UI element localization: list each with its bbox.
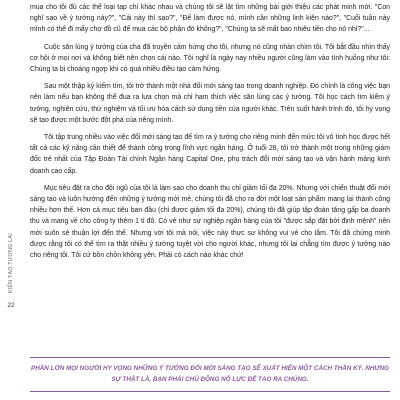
running-header	[0, 233, 22, 293]
body-text	[30, 2, 390, 261]
pull-quote: PHẦN LỚN MỌI NGƯỜI HY VỌNG NHỮNG Ý TƯỞNG ĐỔI MỚI SÁNG TẠO SẼ XUẤT HIỆN MỘT CÁCH THẦN KỲ. NHƯNG SỰ THẬT LÀ, BẠN PHẢI CHỦ ĐỘNG NỖ LỰC ĐỂ TẠO RA CHÚNG.	[30, 357, 390, 392]
paragraph-4: Tôi tập trung nhiều vào việc đổi mới sáng tạo để tìm ra ý tưởng cho riêng mình đến mức tôi vô tình học được hết tất cả các kỹ năng cần thiết để thành công trong lĩnh vực ngân hàng. Ở tuổi 28, tôi trở thành một trong những giám đốc trẻ nhất của Tập Đoàn Tài chính Ngân hàng Capital One, phụ trách đổi mới sáng tạo và vận hành mảng kinh doanh cao cấp.	[30, 134, 390, 175]
paragraph-1: mua cho tôi đủ các thể loại tạp chí khác nhau và chúng tôi sẽ lật tìm những bài giới thiệu các phát minh mới. "Con nghĩ sao về ý tưởng này?", "Cái này thì sao?", "Để làm được nó, mình cần những linh kiện nào?", "Cuối tuần này mình có thể đi mấy chợ đồ cũ để mua các bộ phận đó không?", "Chúng ta sẽ mất bao nhiêu tiền cho nó nhỉ?"...	[30, 4, 390, 34]
page-number: 22	[7, 302, 15, 309]
page-margin	[0, 0, 22, 400]
running-header-text: KIẾN TẠO TƯƠNG LAI	[8, 233, 15, 293]
paragraph-3: Sau một thập kỷ kiếm tìm, tôi trở thành một nhà đổi mới sáng tạo trong doanh nghiệp. Đó chính là công việc bạn nên làm nếu bạn không thể đua ra lựa chọn mà chỉ ham thích việc săn lùng các ý tưởng. Tôi học cách tìm kiếm ý tưởng, nghiên cứu, thử nghiệm và tối ưu hóa cách sử dụng tiền của người khác. Trên suốt hành trình đó, tôi hy vọng sẽ tạo được một bước đột phá của riêng mình.	[30, 83, 390, 124]
paragraph-5: Mục tiêu đặt ra cho đội ngũ của tôi là làm sao cho doanh thu chỉ giảm tối đa 20%. Nhưng với chiến thuật đổi mới sáng tạo và luôn hướng đến những ý tưởng mới mẻ, chúng tôi đã cho ra đời một loạt sản phẩm mang lại thành công nhiều hơn thế. Hơn cả mục tiêu ban đầu (chỉ được giảm tối đa 20%), chúng tôi đã giúp tập đoàn tăng gấp ba doanh thu và mang về cho công ty thêm 1 tỉ đô. Có vẻ như sự nghiệp ngân hàng của tôi "được sắp đặt bởi định mệnh" nên mới suôn sẻ thuận lợi đến thế. Nhưng với tôi mà nói, việc này thực sự không vui vẻ cho lắm. Tôi đã chứng minh được rằng tôi có thể tìm ra thật nhiều ý tưởng tuyệt vời cho người khác, nhưng tôi lại chẳng tìm được ý tưởng nào cho riêng tôi. Tôi cứ bồn chồn không yên. Phải có cách nào khác chứ!	[30, 184, 390, 260]
paragraph-2: Cuộc săn lùng ý tưởng của cha đã truyền cảm hứng cho tôi, nhưng nó cũng nhàn chìm tôi. Tôi bắt đầu nhìn thấy cơ hội ở mọi nơi và không biết nên chọn cái nào. Tôi nghĩ là ngày nay nhiều người cũng làm vào tình huống như tôi: Chúng ta bị choáng ngợp khi có quá nhiều điều tạo cảm hứng.	[30, 43, 390, 74]
